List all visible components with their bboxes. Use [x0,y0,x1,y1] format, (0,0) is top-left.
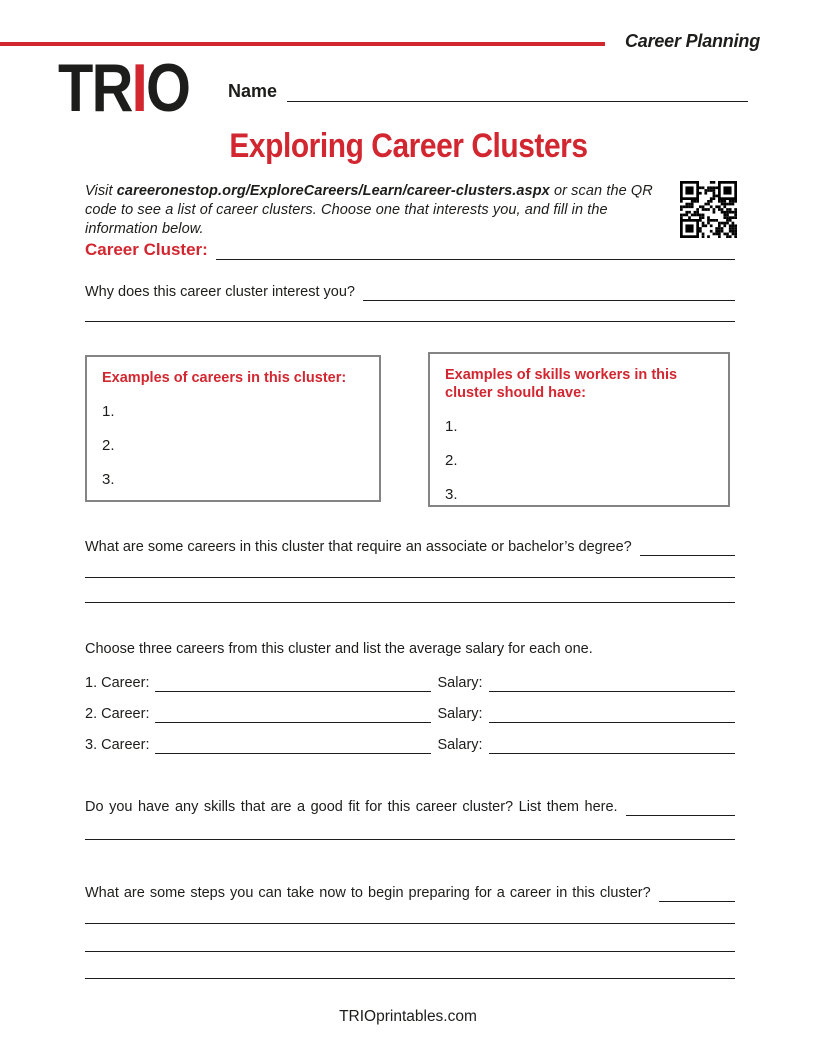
page-title: Exploring Career Clusters [228,127,588,165]
steps-answer-line-start[interactable] [659,882,735,902]
career-cluster-row [85,240,735,260]
name-input-line[interactable] [287,82,748,102]
qr-code-icon [680,181,737,238]
career-1-input-line[interactable] [155,672,431,692]
careers-item-1[interactable]: 1. [102,403,115,420]
salary-1-label: Salary: [437,675,483,691]
career-cluster-label: Career Cluster: [85,240,208,259]
degree-answer-line-2[interactable] [85,560,735,578]
instructions-prefix: Visit [85,183,117,199]
skills-question-row [85,796,735,816]
instructions-url: careeronestop.org/ExploreCareers/Learn/career-clusters.aspx [116,183,550,199]
career-3-label: 3. Career: [85,737,150,753]
salary-row-3 [85,734,735,754]
salary-3-label: Salary: [437,737,483,753]
steps-question: What are some steps you can take now to begin preparing for a career in this cluster? [85,885,651,901]
instructions-suffix: or scan the QR code to see a list of career clusters. Choose one that interests you, and fill in the information below. [85,183,653,237]
steps-answer-line-3[interactable] [85,934,735,952]
logo-text-red: I [131,50,147,126]
footer-url: TRIOprintables.com [339,1008,477,1025]
skills-answer-line-start[interactable] [626,796,735,816]
name-label: Name [228,81,278,101]
salary-instructions: Choose three careers from this cluster and list the average salary for each one. [85,641,593,657]
skills-examples-box [428,352,730,507]
salary-2-label: Salary: [437,706,483,722]
skills-item-2[interactable]: 2. [445,452,458,469]
interest-question-row [85,281,735,301]
careers-item-3[interactable]: 3. [102,471,115,488]
steps-answer-line-4[interactable] [85,961,735,979]
degree-answer-line-3[interactable] [85,585,735,603]
interest-question: Why does this career cluster interest you? [85,284,355,300]
career-1-label: 1. Career: [85,675,150,691]
salary-row-1 [85,672,735,692]
name-row [228,80,748,102]
salary-1-input-line[interactable] [489,672,735,692]
interest-answer-line[interactable] [363,281,735,301]
degree-answer-line-start[interactable] [640,536,735,556]
careers-box-heading: Examples of careers in this cluster: [102,370,347,386]
salary-2-input-line[interactable] [489,703,735,723]
interest-answer-line-2[interactable] [85,304,735,322]
steps-answer-line-2[interactable] [85,906,735,924]
skills-question: Do you have any skills that are a good fit for this career cluster? List them here. [85,799,618,815]
page-category: Career Planning [624,31,760,51]
degree-question: What are some careers in this cluster that require an associate or bachelor’s degree? [85,539,632,555]
career-cluster-input-line[interactable] [216,240,735,260]
degree-question-row [85,536,735,556]
header-rule [0,42,605,46]
career-3-input-line[interactable] [155,734,431,754]
trio-logo [58,50,190,126]
salary-3-input-line[interactable] [489,734,735,754]
logo-text-black: TR [58,50,132,126]
careers-item-2[interactable]: 2. [102,437,115,454]
instructions [85,182,677,239]
steps-question-row [85,882,735,902]
career-2-input-line[interactable] [155,703,431,723]
skills-item-3[interactable]: 3. [445,486,458,503]
careers-examples-box [85,355,381,502]
skills-box-heading: Examples of skills workers in this cluster should have: [445,367,678,401]
skills-item-1[interactable]: 1. [445,418,458,435]
logo-text-black: O [146,50,190,126]
salary-row-2 [85,703,735,723]
skills-answer-line-2[interactable] [85,822,735,840]
career-2-label: 2. Career: [85,706,150,722]
